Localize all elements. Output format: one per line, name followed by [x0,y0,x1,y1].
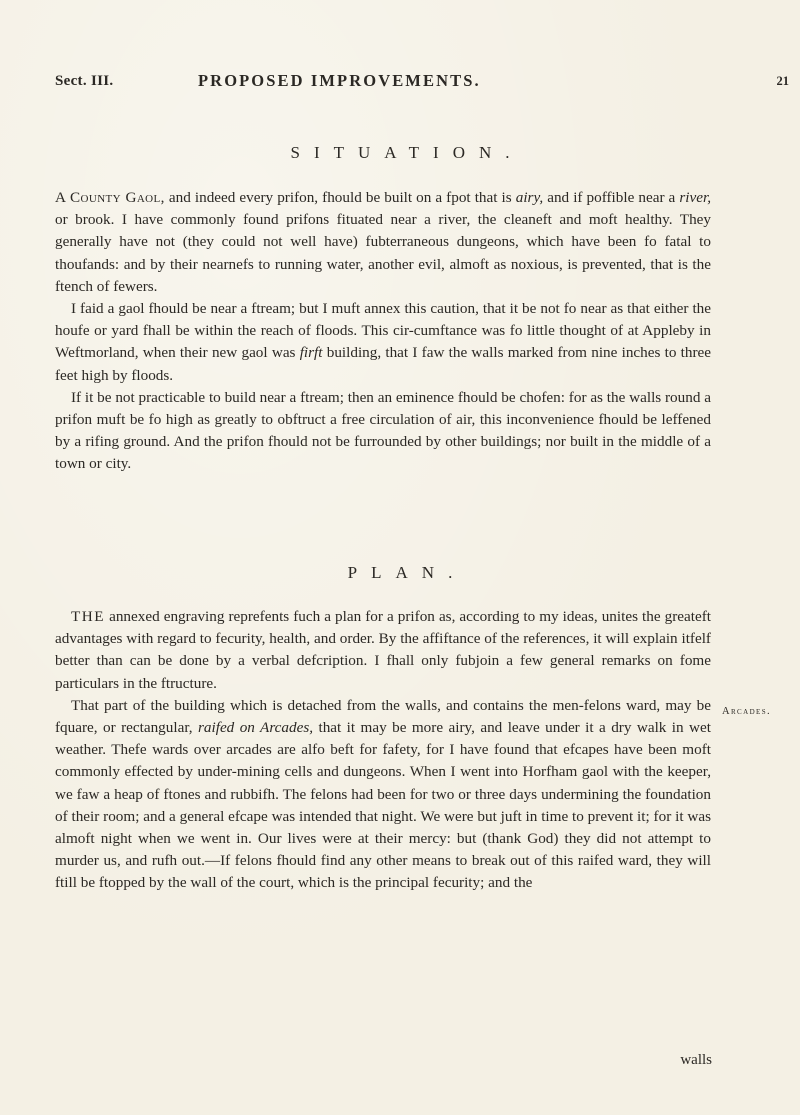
plan-heading: PLAN. [347,563,467,582]
situation-paragraph-2: I faid a gaol fhould be near a ftream; but I muft annex this caution, that it be not fo near as that either the houfe or yard fhall be within the reach of floods. This cir-cumftance was fo little thought of at Appleby in Weftmorland, when their new gaol was firft building, that I faw the walls marked from nine inches to three feet high by floods. [55,300,712,384]
river-emphasis: river, [679,189,711,206]
the-lead: THE [71,608,106,625]
plan-paragraph-2: That part of the building which is detached from the walls, and contains the men-felons ward, may be fquare, or rectangular, raifed on Arcades, that it may be more airy, and leave under it a dry walk in wet weather. Thefe wards over arcades are alfo beft for fafety, for I have found that efcapes have been moft commonly effected by under-mining cells and dungeons. When I went into Horfham gaol with the keeper, we faw a heap of ftones and rubbifh. The felons had been for two or three days undermining the foundation of their room; and a general efcape was intended that night. We were but juft in time to prevent it; for it was almoft night when we went in. Our lives were at their mercy: but (thank God) they did not attempt to murder us, and rufh out.—If felons fhould find any other means to break out of this raifed ward, they will ftill be ftopped by the wall of the court, which is the principal fecurity; and the [55,696,711,892]
margin-note-arcades: Arcades. [722,706,772,717]
situation-body [55,187,711,476]
plan-paragraph-1: THE annexed engraving reprefents fuch a plan for a prifon as, according to my ideas, unites the greateft advantages with regard to fecurity, health, and order. By the affiftance of the references, it will explain itfelf better than can be done by a verbal defcription. I fhall only fubjoin a few general remarks on fome particulars in the ftructure. [55,608,711,692]
running-head [55,73,797,97]
arcades-emphasis: raifed on Arcades, [198,719,314,737]
first-emphasis: firft [299,344,323,362]
situation-paragraph-3: If it be not practicable to build near a ftream; then an eminence fhould be chofen: for as the walls round a prifon muft be fo high as greatly to obftruct a free circulation of air, this inconvenience fhould be leffened by a rifing ground. And the prifon fhould not be furrounded by other buildings; nor built in the middle of a town or city. [55,388,711,473]
catchword: walls [680,1052,712,1068]
plan-body [55,606,711,895]
situation-paragraph-1: A County Gaol, and indeed every prifon, fhould be built on a fpot that is airy, and if poffible near a river, or brook. I have commonly found prifons fituated near a river, the cleaneft and moft healthy. They generally have not (they could not well have) fubterraneous dungeons, which have been fo fatal to thoufands: and by their nearnefs to running water, another evil, almoft as noxious, is prevented, that is the ftench of fewers. [55,189,711,295]
section-number: Sect. III. [55,73,114,89]
page-number: 21 [776,74,789,88]
situation-heading: SITUATION. [290,143,524,162]
airy-emphasis: airy, [515,189,544,206]
running-title: PROPOSED IMPROVEMENTS. [198,71,481,90]
county-gaol-lead: A County Gaol, [55,189,165,206]
